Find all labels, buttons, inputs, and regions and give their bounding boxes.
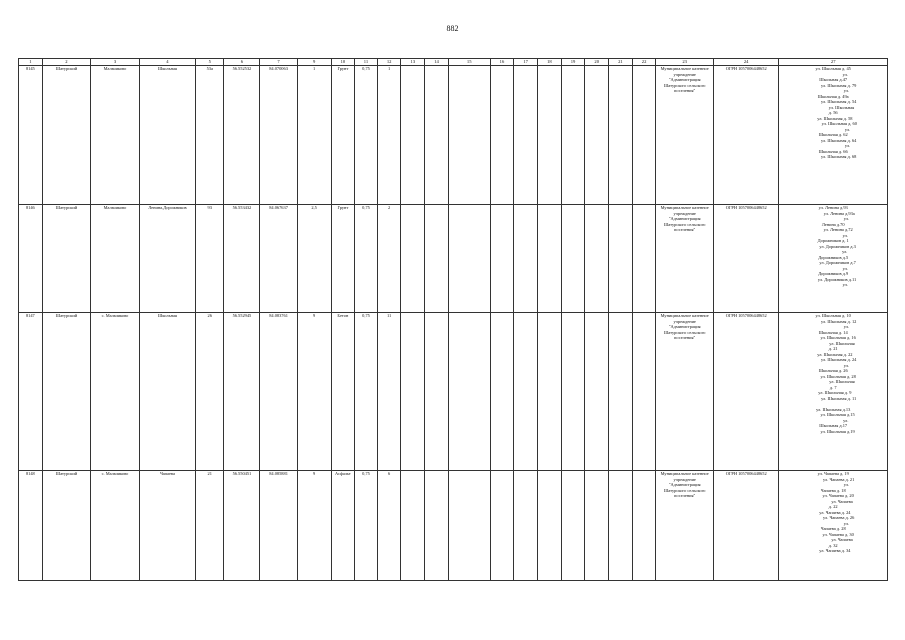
address-line: ул. Школьная д. 28	[810, 373, 856, 379]
address-line: ул. Школьная д. 16	[810, 335, 856, 340]
address-line: ул. Школьная д.19	[811, 428, 855, 434]
column-header: 17	[514, 59, 538, 66]
address-line: Школьная д.17	[819, 423, 848, 428]
table-row	[19, 471, 888, 581]
cell-house: 53а	[196, 66, 224, 205]
cell-house: 93	[196, 205, 224, 313]
cell-surface: Асфальт	[331, 471, 355, 581]
column-header: 15	[448, 59, 490, 66]
address-line: ул. Чапаева д. 19	[817, 471, 849, 476]
address-line: ул. Дорожников д.7	[810, 260, 856, 265]
address-line: ул.	[816, 126, 851, 132]
address-line: ул.	[818, 265, 848, 271]
cell-district: Шатурский	[42, 66, 91, 205]
cell-settlement: с. Мальчиково	[91, 471, 140, 581]
column-header: 5	[196, 59, 224, 66]
column-header: 12	[377, 59, 401, 66]
cell-lon: 84.085881	[260, 471, 297, 581]
address-line: ул.	[819, 249, 848, 254]
address-line: ул.	[817, 362, 850, 368]
column-header: 16	[490, 59, 514, 66]
address-line: ул. Школьная д. 60	[809, 121, 857, 126]
cell-empty	[609, 66, 633, 205]
cell-house: 21	[196, 471, 224, 581]
address-line: ул. Школьная	[811, 379, 855, 384]
cell-empty	[490, 205, 514, 313]
cell-addresses	[779, 205, 888, 313]
address-line: Чапаева д. 28	[820, 526, 846, 531]
address-line: Школьная д. 66	[818, 148, 848, 154]
cell-addresses	[779, 66, 888, 205]
cell-empty	[585, 471, 609, 581]
cell-empty	[514, 471, 538, 581]
cell-empty	[425, 66, 449, 205]
address-line: ул. Школьная д.13	[816, 406, 851, 412]
column-header: 19	[561, 59, 585, 66]
cell-street: Ленина,Дорожников	[139, 205, 195, 313]
cell-c12: 2	[377, 205, 401, 313]
address-line: ул.	[818, 232, 848, 238]
cell-empty	[401, 471, 425, 581]
cell-addresses	[779, 313, 888, 471]
cell-lat: 56.552532	[224, 66, 260, 205]
address-line: ул. Школьная д. 68	[810, 154, 857, 159]
address-line: ул. Школьная д.15	[811, 412, 855, 417]
cell-empty	[609, 471, 633, 581]
cell-empty	[425, 313, 449, 471]
cell-c11: 0,75	[355, 313, 378, 471]
address-line: Школьная д. 49а	[817, 93, 849, 99]
address-line: ул.	[818, 282, 848, 287]
cell-lon: 84.083761	[260, 313, 297, 471]
cell-empty	[537, 313, 561, 471]
cell-empty	[448, 205, 490, 313]
cell-owner: Муниципальное казенное учреждение "Администрация Шатурского сельского поселения"	[656, 205, 714, 313]
address-line: Дорожников д.9	[818, 271, 849, 276]
address-line: ул. Школьная д. 11	[810, 395, 857, 401]
address-line: Ленина д.70	[821, 221, 845, 227]
address-line: д. 56	[828, 110, 838, 115]
column-header: 11	[355, 59, 378, 66]
cell-street: Школьная	[139, 66, 195, 205]
cell-settlement: Мальчиково	[91, 205, 140, 313]
column-header: 27	[779, 59, 888, 66]
cell-empty	[401, 205, 425, 313]
cell-lat: 56.550451	[224, 471, 260, 581]
address-line: ул. Школьная д. 10	[815, 313, 851, 318]
address-line: ул. Чапаева д. 30	[812, 531, 854, 537]
column-header: 9	[297, 59, 331, 66]
address-line: д. 22	[828, 504, 838, 509]
cell-empty	[448, 313, 490, 471]
cell-empty	[632, 471, 656, 581]
address-line: ул. Чапаева	[813, 537, 853, 542]
cell-empty	[585, 313, 609, 471]
cell-empty	[561, 471, 585, 581]
cell-settlement: Мальчиково	[91, 66, 140, 205]
cell-empty	[632, 313, 656, 471]
cell-empty	[632, 66, 656, 205]
cell-empty	[609, 205, 633, 313]
address-line: ул. Чапаева д. 24	[815, 509, 851, 515]
address-line: ул.	[817, 88, 850, 93]
address-line: Школьная д.47	[819, 77, 848, 82]
cell-empty	[425, 205, 449, 313]
cell-surface: Грунт	[331, 205, 355, 313]
cell-lon: 84.070063	[260, 66, 297, 205]
address-line: Чапаева д. 18	[820, 487, 846, 493]
column-header: 24	[713, 59, 778, 66]
address-line: ул.	[818, 71, 848, 77]
cell-c11: 0,75	[355, 205, 378, 313]
address-line: ул. Школьная д. 58	[813, 115, 853, 121]
address-line: ул.	[816, 143, 851, 148]
cell-addresses	[779, 471, 888, 581]
address-line: ул. Чапаева д. 21	[812, 476, 855, 482]
cell-surface: Грунт	[331, 66, 355, 205]
cell-c9: 1	[297, 66, 331, 205]
cell-house: 26	[196, 313, 224, 471]
column-header: 22	[632, 59, 656, 66]
column-header: 6	[224, 59, 260, 66]
address-line: д. 21	[828, 346, 838, 351]
column-header: 2	[42, 59, 91, 66]
cell-empty	[490, 66, 514, 205]
cell-district: Шатурский	[42, 313, 91, 471]
cell-empty	[490, 471, 514, 581]
address-line: д. 32	[828, 542, 838, 548]
cell-id: 8147	[19, 313, 43, 471]
cell-owner: Муниципальное казенное учреждение "Администрация Шатурского сельского поселения"	[656, 66, 714, 205]
address-line: ул. Школьная д. 45	[815, 66, 851, 71]
cell-empty	[448, 66, 490, 205]
cell-empty	[537, 471, 561, 581]
cell-street: Чапаева	[139, 471, 195, 581]
cell-lon: 84.067637	[260, 205, 297, 313]
column-header: 3	[91, 59, 140, 66]
address-line: ул.	[817, 216, 850, 221]
address-line: ул. Дорожников д.3	[810, 243, 856, 249]
column-header: 1	[19, 59, 43, 66]
cell-c9: 2,5	[297, 205, 331, 313]
cell-c11: 0,75	[355, 471, 378, 581]
cell-lat: 56.552945	[224, 313, 260, 471]
column-header: 21	[609, 59, 633, 66]
cell-owner: Муниципальное казенное учреждение "Администрация Шатурского сельского поселения"	[656, 313, 714, 471]
address-line: д. 7	[829, 384, 837, 390]
cell-empty	[490, 313, 514, 471]
column-header: 20	[585, 59, 609, 66]
address-line: ул. Школьная д. 64	[810, 137, 857, 143]
address-line: ул. Школьная д. 9	[815, 390, 852, 395]
register-table	[18, 58, 888, 581]
cell-empty	[561, 313, 585, 471]
address-line: ул. Школьная д. 54	[810, 99, 857, 104]
column-header: 23	[656, 59, 714, 66]
cell-empty	[561, 205, 585, 313]
cell-lat: 56.553432	[224, 205, 260, 313]
cell-ogrn: ОГРН 1057006448652	[713, 66, 778, 205]
cell-empty	[537, 66, 561, 205]
address-line: ул. Чапаева д. 26	[812, 515, 855, 520]
cell-empty	[514, 66, 538, 205]
cell-c9: 9	[297, 471, 331, 581]
address-line: ул. Чапаева	[813, 498, 853, 504]
cell-district: Шатурский	[42, 471, 91, 581]
address-line: ул. Школьная д. 24	[810, 357, 857, 362]
address-line: Школьная д. 62	[818, 132, 848, 137]
table-row	[19, 205, 888, 313]
cell-empty	[585, 205, 609, 313]
address-line: ул.	[817, 324, 850, 329]
cell-ogrn: ОГРН 1057006448652	[713, 313, 778, 471]
cell-c12: 11	[377, 313, 401, 471]
column-header: 7	[260, 59, 297, 66]
cell-id: 8148	[19, 471, 43, 581]
table-row	[19, 313, 888, 471]
address-line: ул. Школьная	[811, 340, 855, 346]
cell-id: 8146	[19, 205, 43, 313]
address-line: ул. Ленина д.72	[813, 227, 853, 232]
cell-ogrn: ОГРН 1057006448652	[713, 471, 778, 581]
address-line: ул. Школьная д. 12	[810, 318, 857, 324]
address-line: Дорожников д. 1	[817, 238, 849, 243]
cell-c12: 1	[377, 66, 401, 205]
column-number-row	[19, 59, 888, 66]
column-header: 14	[425, 59, 449, 66]
address-line: Дорожников д.5	[818, 254, 849, 260]
cell-empty	[514, 205, 538, 313]
cell-c11: 0,75	[355, 66, 378, 205]
page-number: 882	[446, 24, 459, 33]
cell-empty	[585, 66, 609, 205]
address-line: ул. Школьная д. 22	[813, 351, 853, 357]
address-line: ул. Дорожников д.11	[810, 276, 857, 282]
address-line: ул.	[817, 520, 850, 526]
address-line: Школьная д. 14	[818, 329, 848, 335]
address-line: ул. Чапаева д. 34	[815, 548, 851, 553]
table-row	[19, 66, 888, 205]
address-line: ул. Ленина д.93	[818, 205, 848, 210]
column-header: 13	[401, 59, 425, 66]
cell-empty	[514, 313, 538, 471]
cell-c9: 9	[297, 313, 331, 471]
cell-empty	[609, 313, 633, 471]
cell-c12: 6	[377, 471, 401, 581]
address-line: ул. Чапаева д. 20	[812, 493, 854, 498]
cell-settlement: с. Мальчиково	[91, 313, 140, 471]
column-header: 4	[139, 59, 195, 66]
cell-empty	[448, 471, 490, 581]
address-line: ул. Школьная	[812, 104, 855, 110]
column-header: 18	[537, 59, 561, 66]
cell-owner: Муниципальное казенное учреждение "Администрация Шатурского сельского поселения"	[656, 471, 714, 581]
cell-empty	[401, 66, 425, 205]
address-line: ул. Ленина д.93а	[811, 210, 855, 216]
cell-ogrn: ОГРН 1057006448652	[713, 205, 778, 313]
address-line: ул.	[817, 417, 849, 423]
cell-district: Шатурский	[42, 205, 91, 313]
cell-empty	[632, 205, 656, 313]
cell-empty	[401, 313, 425, 471]
cell-street: Школьная	[139, 313, 195, 471]
cell-empty	[537, 205, 561, 313]
address-line: Школьная д. 26	[818, 368, 848, 373]
column-header: 10	[331, 59, 355, 66]
cell-id: 8145	[19, 66, 43, 205]
address-line: ул.	[817, 482, 850, 487]
address-line: ул. Школьная д. 79	[810, 82, 857, 88]
cell-empty	[425, 471, 449, 581]
cell-surface: Бетон	[331, 313, 355, 471]
cell-empty	[561, 66, 585, 205]
